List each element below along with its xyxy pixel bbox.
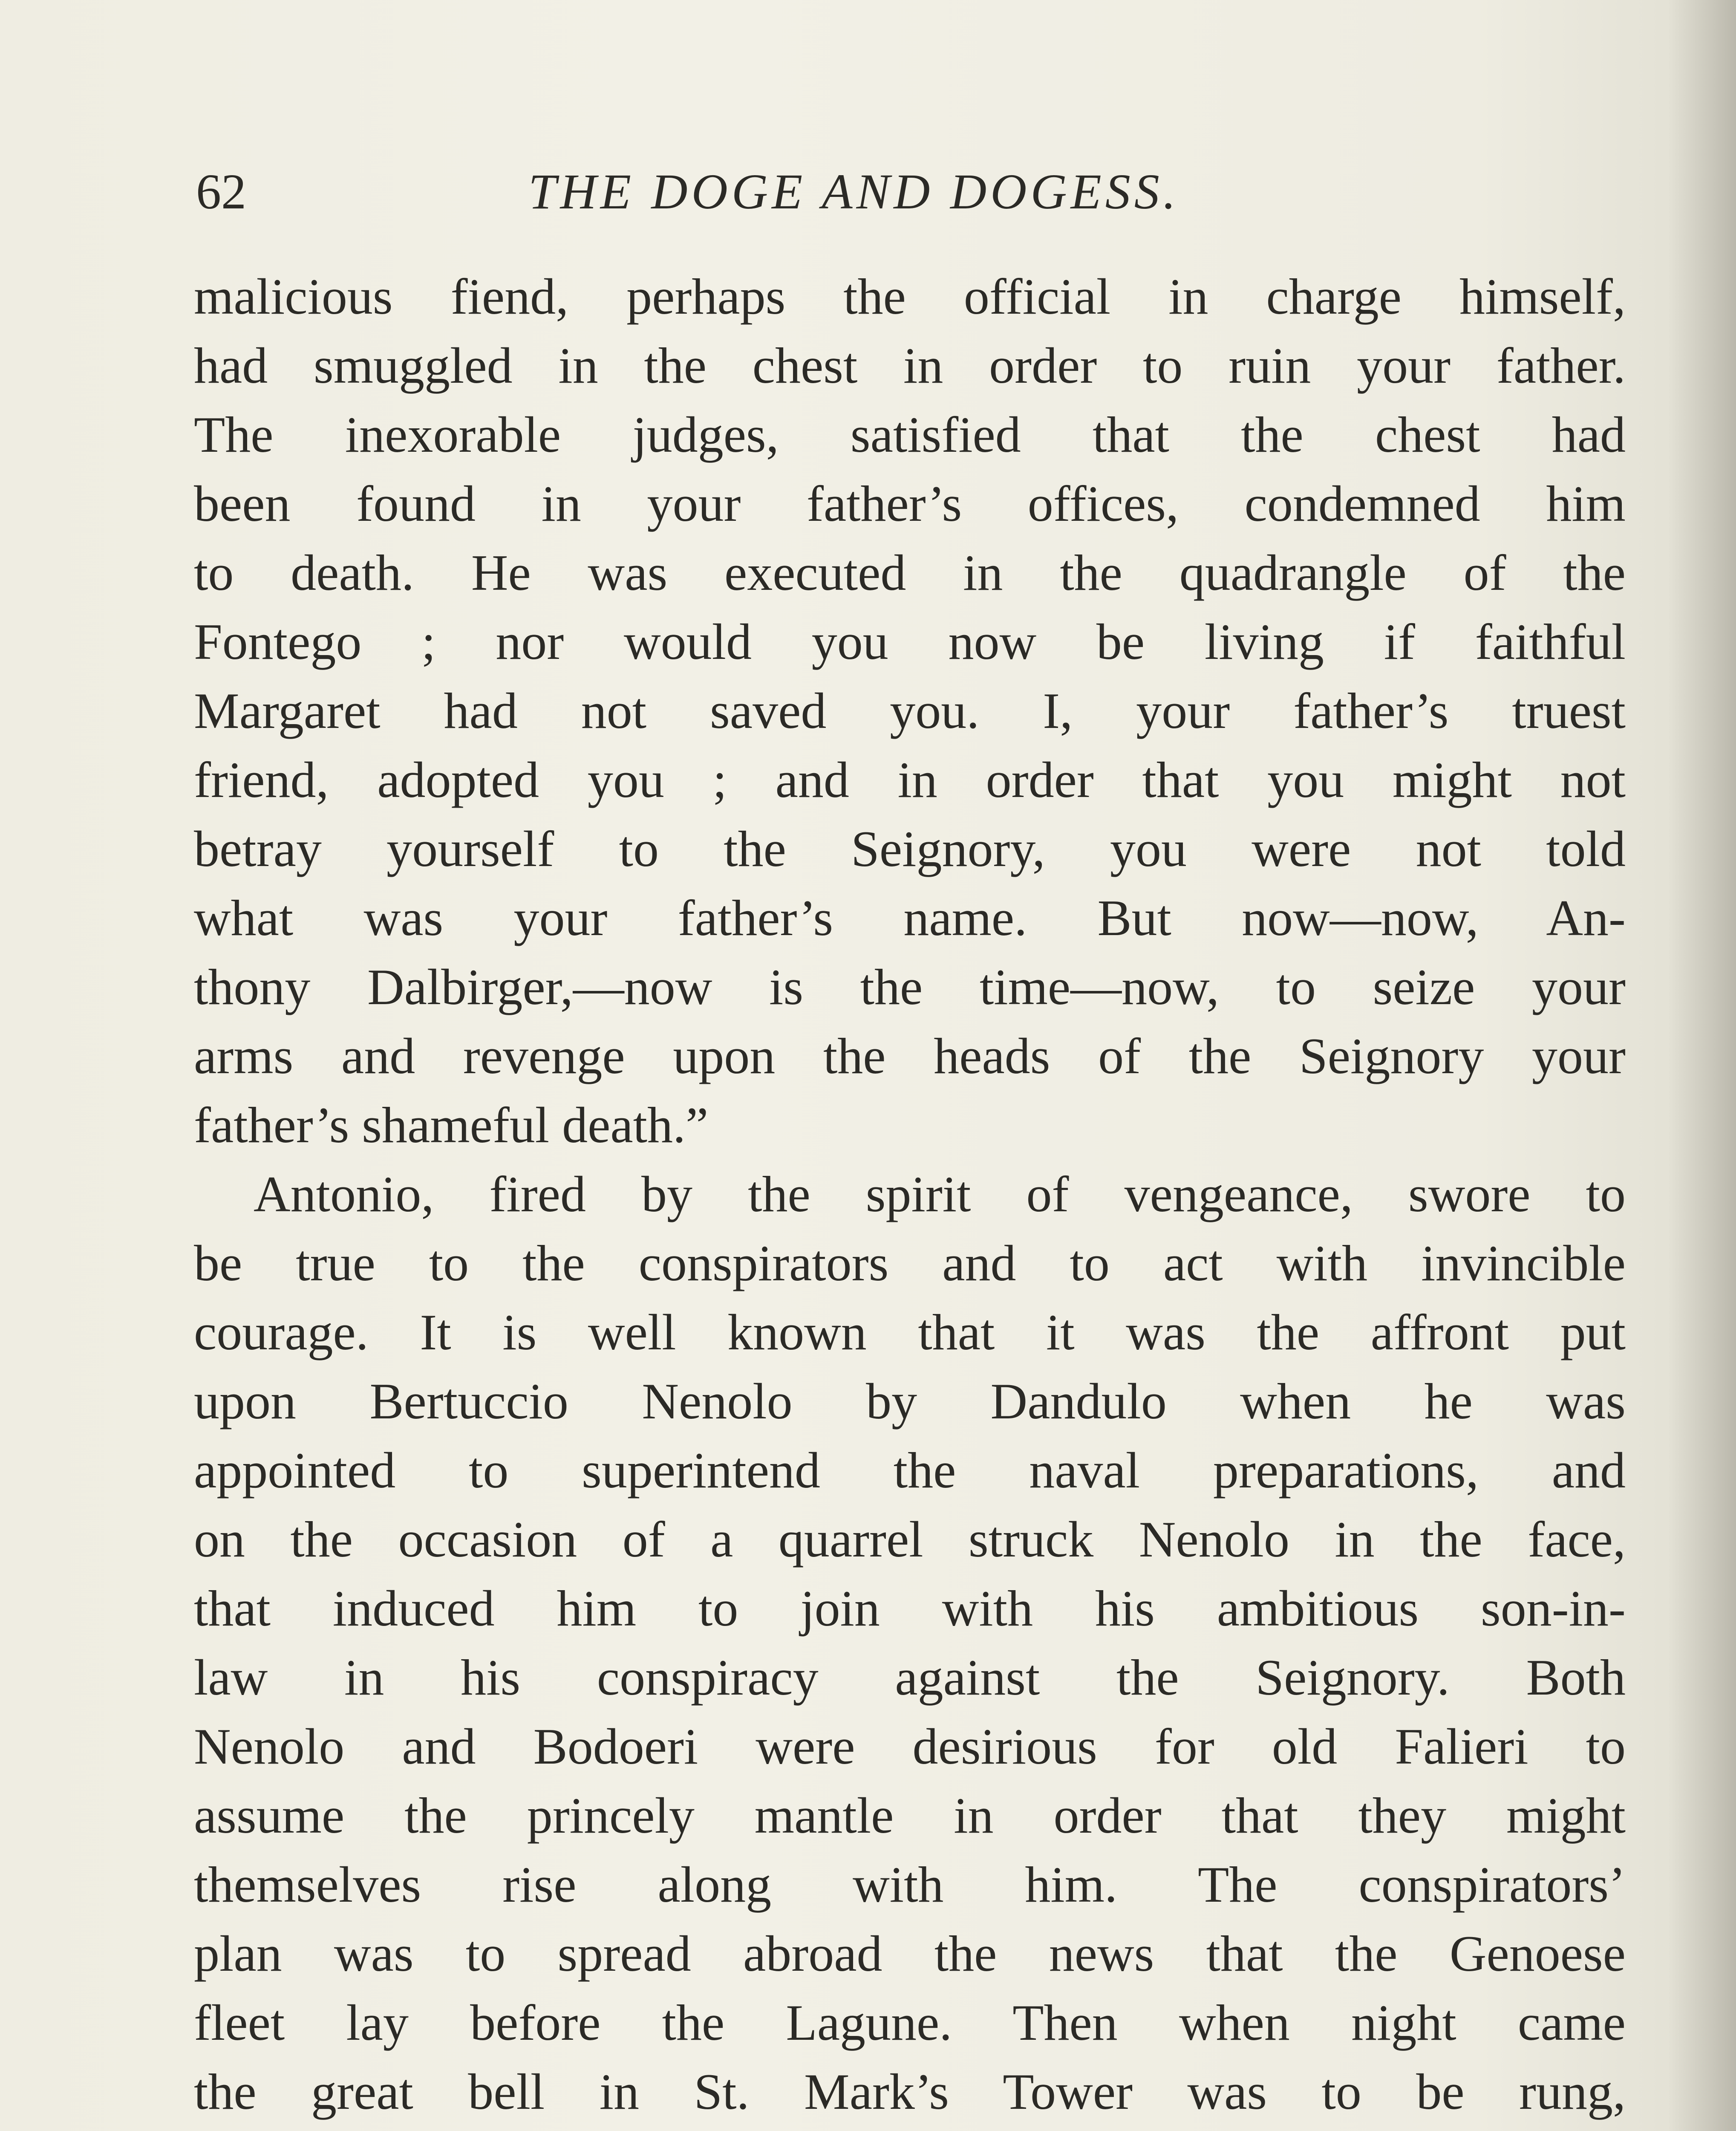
text-line: been found in your father’s offices, condemned him xyxy=(194,475,1626,532)
text-line xyxy=(194,2126,1626,2131)
text-line: father’s shameful death.” xyxy=(194,1097,709,1153)
body-text xyxy=(194,262,1626,2131)
paragraph-1 xyxy=(194,262,1626,1160)
text-line: Nenolo and Bodoeri were desirious for old Falieri to xyxy=(194,1718,1626,1775)
paragraph-2 xyxy=(194,1160,1626,2131)
text-line: The inexorable judges, satisfied that the chest had xyxy=(194,406,1626,463)
page-header xyxy=(196,162,1628,222)
text-line: courage. It is well known that it was the affront put xyxy=(194,1304,1626,1360)
text-line: Fontego ; nor would you now be living if faithful xyxy=(194,613,1626,670)
text-line: Antonio, fired by the spirit of vengeance, swore to xyxy=(254,1166,1626,1222)
text-line: that induced him to join with his ambitious son-in- xyxy=(194,1580,1626,1637)
text-line: fleet lay before the Lagune. Then when night came xyxy=(194,1994,1626,2051)
text-line: themselves rise along with him. The conspirators’ xyxy=(194,1856,1626,1913)
page-number: 62 xyxy=(196,164,246,219)
text-line: betray yourself to the Seignory, you were not told xyxy=(194,820,1626,877)
text-line: to death. He was executed in the quadrangle of the xyxy=(194,544,1626,601)
text-line: upon Bertuccio Nenolo by Dandulo when he was xyxy=(194,1373,1626,1429)
text-line: had smuggled in the chest in order to ruin your father. xyxy=(194,337,1626,394)
running-title: THE DOGE AND DOGESS. xyxy=(528,164,1180,219)
text-line: law in his conspiracy against the Seignory. Both xyxy=(194,1649,1626,1706)
text-line: Margaret had not saved you. I, your father’s truest xyxy=(194,682,1626,739)
text-line: appointed to superintend the naval preparations, and xyxy=(194,1442,1626,1499)
text-line: the great bell in St. Mark’s Tower was to be rung, xyxy=(194,2063,1626,2120)
text-line: friend, adopted you ; and in order that you might not xyxy=(194,751,1626,808)
text-line: plan was to spread abroad the news that the Genoese xyxy=(194,1925,1626,1982)
text-line: arms and revenge upon the heads of the Seignory your xyxy=(194,1028,1626,1084)
text-line: thony Dalbirger,—now is the time—now, to seize your xyxy=(194,959,1626,1015)
text-line: malicious fiend, perhaps the official in charge himself, xyxy=(194,268,1626,325)
spine-shadow xyxy=(1668,0,1736,2131)
text-line: what was your father’s name. But now—now, An- xyxy=(194,889,1626,946)
text-line: on the occasion of a quarrel struck Nenolo in the face, xyxy=(194,1511,1626,1568)
text-line: be true to the conspirators and to act with invincible xyxy=(194,1235,1626,1291)
text-line: assume the princely mantle in order that they might xyxy=(194,1787,1626,1844)
